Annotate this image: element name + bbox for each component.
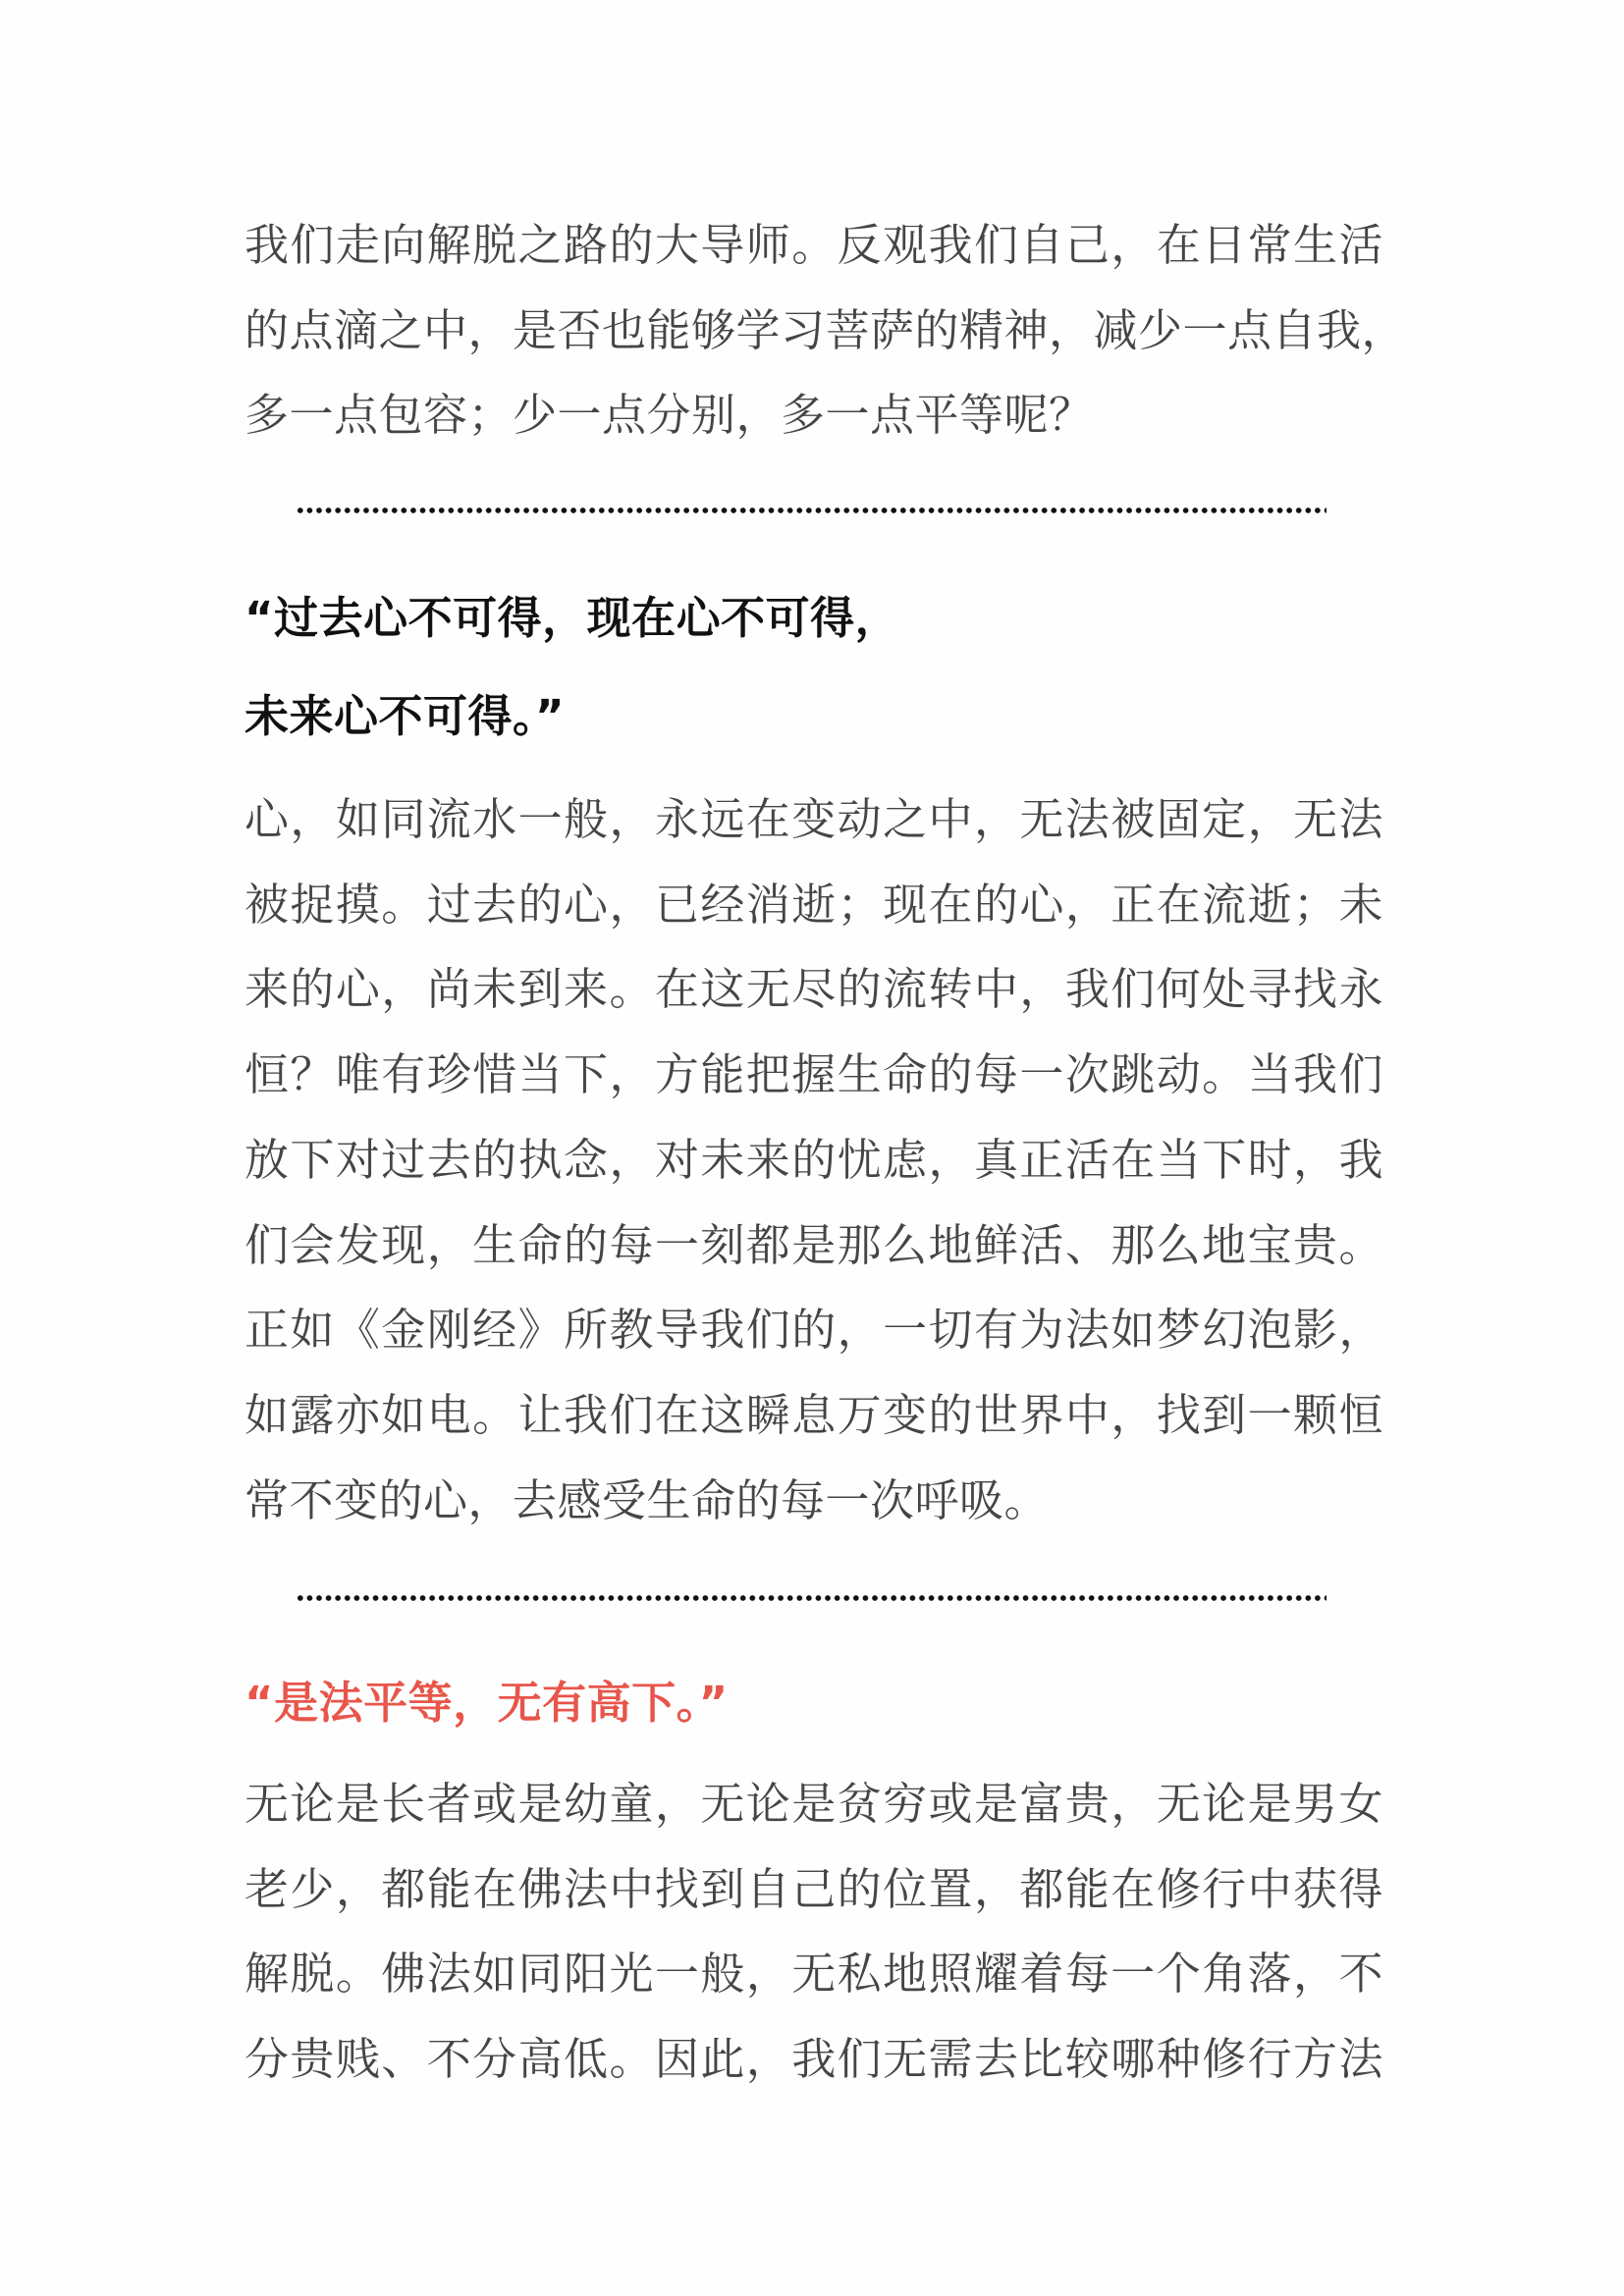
text-line: 老少，都能在佛法中找到自己的位置，都能在修行中获得	[244, 1862, 1383, 1915]
text-line: 来的心，尚未到来。在这无尽的流转中，我们何处寻找永	[244, 963, 1383, 1016]
text-line: 分贵贱、不分高低。因此，我们无需去比较哪种修行方法	[244, 2033, 1383, 2086]
paragraph-intro	[244, 203, 1407, 458]
dotted-divider	[296, 1594, 1326, 1602]
text-line: 心，如同流水一般，永远在变动之中，无法被固定，无法	[244, 793, 1383, 845]
text-line: 的点滴之中，是否也能够学习菩萨的精神，减少一点自我，	[244, 303, 1407, 356]
text-line: 多一点包容；少一点分别，多一点平等呢？	[244, 389, 1094, 442]
text-line: 解脱。佛法如同阳光一般，无私地照耀着每一个角落，不	[244, 1948, 1383, 2001]
heading-line: “是法平等，无有高下。”	[244, 1677, 729, 1729]
text-line: 如露亦如电。让我们在这瞬息万变的世界中，找到一颗恒	[244, 1388, 1383, 1441]
text-line: 被捉摸。过去的心，已经消逝；现在的心，正在流逝；未	[244, 878, 1383, 931]
text-line: 恒？唯有珍惜当下，方能把握生命的每一次跳动。当我们	[244, 1048, 1383, 1101]
text-line: 常不变的心，去感受生命的每一次呼吸。	[244, 1473, 1050, 1526]
paragraph-dharma-equality	[244, 1762, 1383, 2103]
section-heading-past-present-future	[244, 569, 899, 766]
section-heading-dharma-equality	[244, 1654, 729, 1752]
heading-line: 未来心不可得。”	[244, 690, 566, 742]
dotted-divider	[296, 507, 1326, 514]
paragraph-mind-impermanence	[244, 777, 1383, 1543]
heading-line: “过去心不可得，现在心不可得，	[244, 592, 900, 644]
text-line: 正如《金刚经》所教导我们的，一切有为法如梦幻泡影，	[244, 1304, 1383, 1357]
text-line: 放下对过去的执念，对未来的忧虑，真正活在当下时，我	[244, 1133, 1383, 1186]
text-line: 我们走向解脱之路的大导师。反观我们自己，在日常生活	[244, 219, 1383, 271]
text-line: 们会发现，生命的每一刻都是那么地鲜活、那么地宝贵。	[244, 1218, 1383, 1271]
text-line: 无论是长者或是幼童，无论是贫穷或是富贵，无论是男女	[244, 1778, 1383, 1830]
